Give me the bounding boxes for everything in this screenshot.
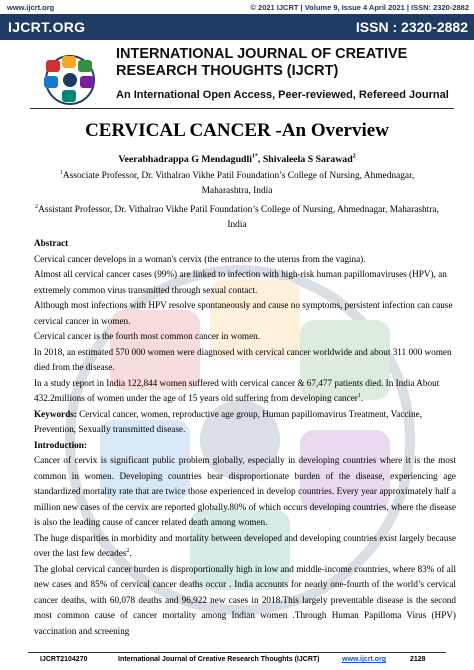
article-authors — [34, 152, 440, 167]
abstract-p5: In 2018, an estimated 570 000 women were diagnosed with cervical cancer worldwide and about 311 000 women died from the disease. — [34, 346, 452, 372]
keywords-text: Cervical cancer, women, reproductive age group, Human papillomavirus Treatment, Vaccine, Prevention, Sexually transmitted disease. — [34, 408, 423, 434]
footer-journal: International Journal of Creative Research Thoughts (IJCRT) — [118, 656, 320, 663]
abstract-section — [34, 236, 456, 639]
affil-1-line1: Associate Professor, Dr. Vithalrao Vikhe Patil Foundation’s College of Nursing, Ahmednagar, — [62, 171, 415, 181]
author-2: , Shivaleela S Sarawad — [257, 154, 353, 165]
affiliation-1 — [34, 169, 440, 199]
journal-logo-icon — [32, 52, 108, 108]
affil-2-line2: India — [227, 220, 247, 230]
issue-info: © 2021 IJCRT | Volume 9, Issue 4 April 2021 | ISSN: 2320-2882 — [250, 3, 469, 12]
author-1-marker: 1* — [251, 153, 258, 160]
introduction-p3: The global cervical cancer burden is disproportionally high in low and middle-income countries, where 83% of all new cases and 85% of cervical cancer deaths occur . India accounts for nearly one-fourth of the world’s cervical cancer deaths, with 60,078 deaths and 96,922 new cases in 2018.This largely preventable disease is the second most common cause of cancer mortality among Indian women .Through Human Papilloma Virus (HPV) vaccination and screening — [34, 563, 456, 636]
abstract-p1: Cervical cancer develops in a woman's cervix (the entrance to the uterus from the vagina). — [34, 253, 366, 264]
introduction-p2-end: . — [129, 548, 132, 558]
introduction-p2-ref: 2 — [126, 547, 130, 554]
journal-banner — [0, 14, 474, 40]
top-header — [0, 0, 474, 14]
abstract-p6-text: In a study report in India 122,844 women suffered with cervical cancer & 67,477 patients died. In India About 432.2millions of women under the age of 15 years old suffering from developing cancer — [34, 377, 440, 403]
journal-title — [116, 46, 466, 79]
website-link[interactable]: www.ijcrt.org — [7, 3, 55, 12]
banner-issn: ISSN : 2320-2882 — [355, 19, 468, 35]
journal-title-line2: RESEARCH THOUGHTS (IJCRT) — [116, 62, 339, 79]
abstract-p6 — [34, 376, 456, 407]
journal-subtitle: An International Open Access, Peer-reviewed, Refereed Journal — [116, 89, 449, 101]
abstract-p4: Cervical cancer is the fourth most common cancer in women. — [34, 331, 261, 341]
article-title: CERVICAL CANCER -An Overview — [85, 120, 389, 141]
introduction-heading: Introduction: — [34, 439, 87, 450]
affil-1-marker: 1 — [59, 169, 63, 176]
abstract-p3: Although most infections with HPV resolve spontaneously and cause no symptoms, persistent infection can cause cervical cancer in women. — [34, 300, 453, 326]
introduction-p2 — [34, 531, 456, 562]
introduction-p2-text: The huge disparities in morbidity and mortality between developed and developing countries exist largely because over the last few decades — [34, 532, 456, 558]
affil-2-marker: 2 — [35, 203, 39, 210]
abstract-p6-end: . — [360, 393, 364, 403]
introduction-p1: Cancer of cervix is significant public problem globally, especially in developing countries where it is the most common in women. Developing countries bear disproportionate burden of the disease, experiencing age standardized mortality rate that are twice those experienced in develop countries. Every year approximately half a million new cases of the cervix are reported globally.80% of which occurs developing countries, where the disease is also the leading cause of cancer related death among women. — [34, 455, 456, 527]
keywords — [34, 407, 456, 438]
affil-1-line2: Maharashtra, India — [201, 186, 273, 196]
footer-divider — [28, 652, 446, 653]
footer-link[interactable]: www.ijcrt.org — [342, 656, 387, 663]
author-2-marker: 2 — [352, 153, 356, 160]
footer-id: IJCRT2104270 — [40, 656, 88, 663]
keywords-label: Keywords: — [34, 408, 77, 419]
abstract-p2: Almost all cervical cancer cases (99%) are linked to infection with high-risk human papillomaviruses (HPV), an extremely common virus transmitted through sexual contact. — [34, 269, 447, 295]
page-footer — [0, 654, 474, 666]
journal-title-line1: INTERNATIONAL JOURNAL OF CREATIVE — [116, 46, 408, 62]
banner-site: IJCRT.ORG — [8, 19, 86, 35]
header-divider — [30, 108, 454, 109]
author-1: Veerabhadrappa G Mendagudli — [118, 154, 252, 165]
affil-2-line1: Assistant Professor, Dr. Vithalrao Vikhe Patil Foundation’s College of Nursing, Ahmednagar, Maharashtra, — [38, 205, 439, 215]
affiliation-2 — [30, 203, 444, 233]
footer-page-number: 2128 — [410, 656, 426, 663]
abstract-p6-ref: 1 — [357, 392, 361, 399]
abstract-heading: Abstract — [34, 238, 69, 248]
